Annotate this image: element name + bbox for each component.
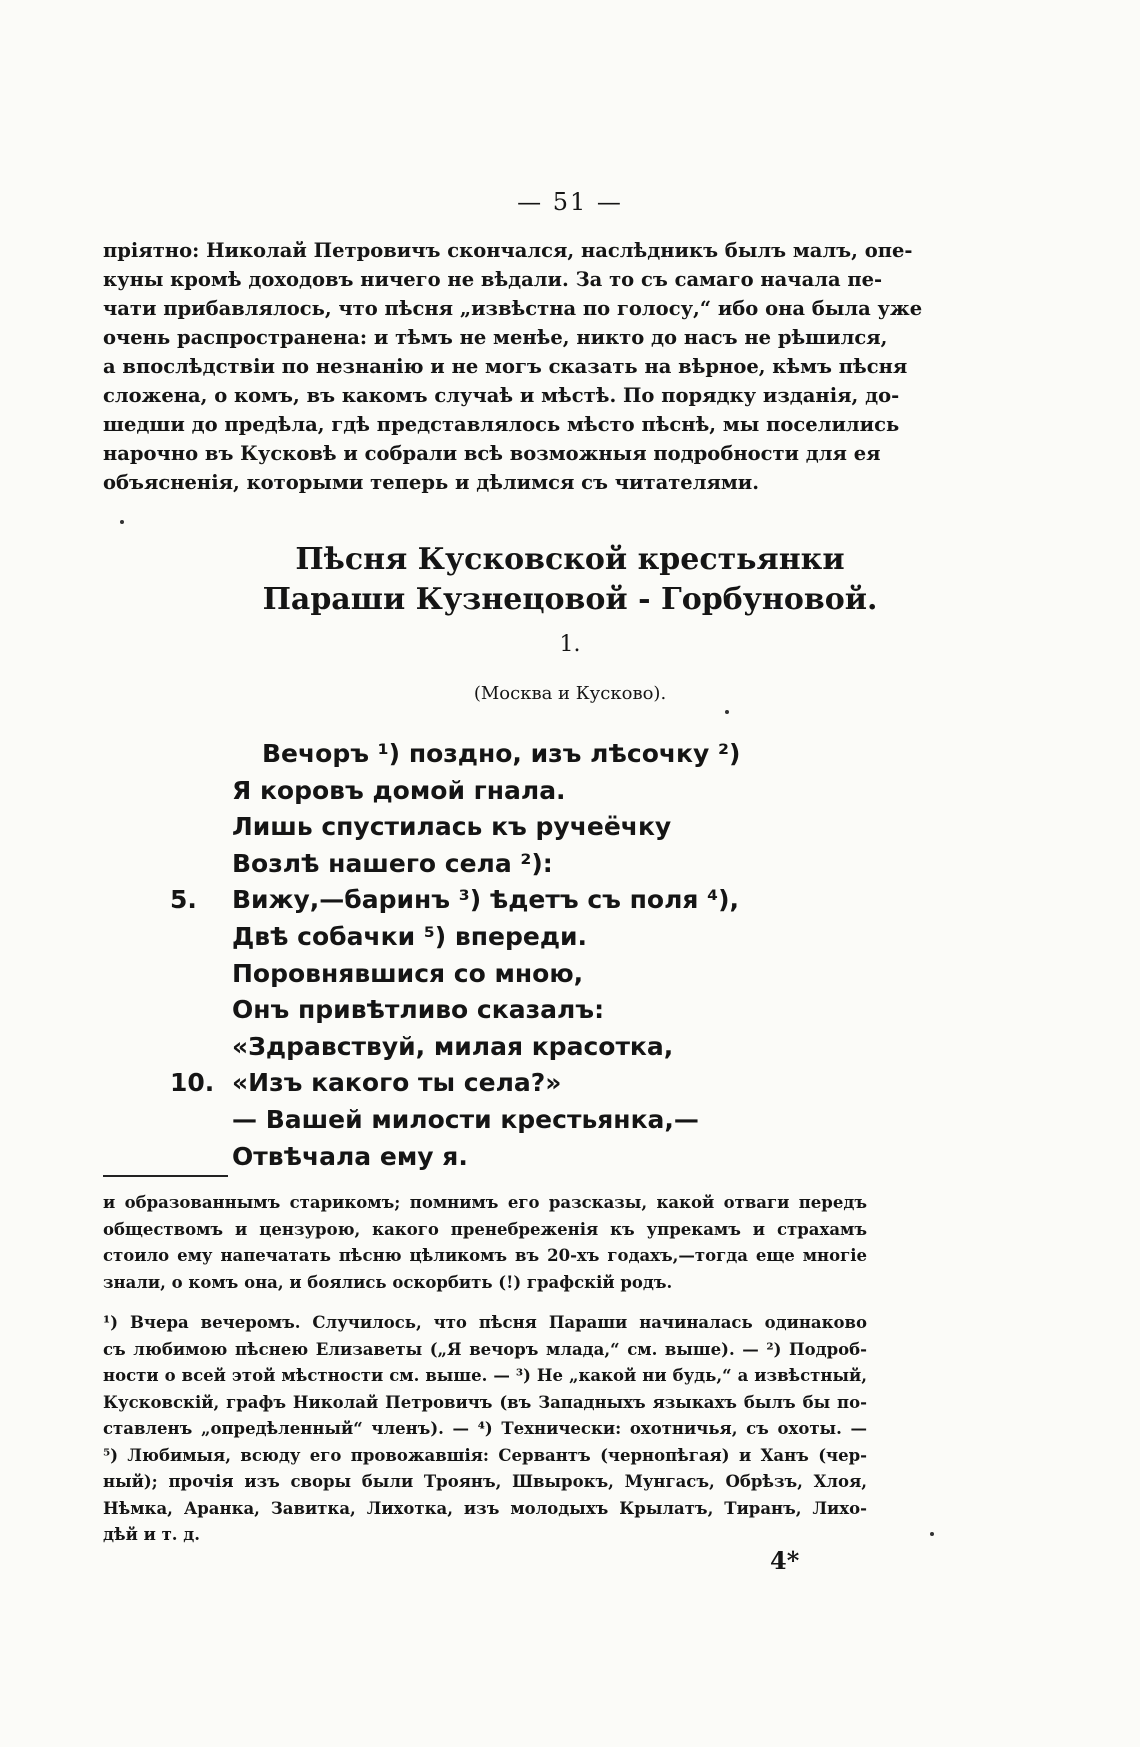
verse-text: Онъ привѣтливо сказалъ:: [232, 995, 605, 1025]
page-number: — 51 —: [517, 188, 623, 216]
poem-line: [170, 809, 730, 846]
verse-text: Возлѣ нашего села ²):: [232, 848, 553, 878]
verse-text: Поровнявшися со мною,: [232, 958, 584, 988]
verse-text: «Здравствуй, милая красотка,: [232, 1031, 674, 1061]
intro-line: пріятно: Николай Петровичъ скончался, наслѣдникъ былъ малъ, опе-: [103, 239, 913, 262]
song-title: [0, 540, 1140, 620]
verse-text: Двѣ собачки ⁵) впереди.: [232, 921, 588, 951]
poem-line: [170, 1029, 730, 1066]
verse-text: Вечоръ ¹) поздно, изъ лѣсочку ²): [262, 739, 741, 768]
poem-line: [170, 992, 730, 1029]
poem-line: [170, 919, 730, 956]
line-number: 10.: [170, 1068, 215, 1098]
poem-line: [170, 956, 730, 993]
footnote-rule: [103, 1175, 228, 1177]
footnote-continued-line: стоило ему напечатать пѣсню цѣликомъ въ 20-хъ годахъ,—тогда еще многіе: [103, 1246, 867, 1265]
footnote-line: дѣй и т. д.: [103, 1525, 201, 1544]
footnote-continued-line: знали, о комъ она, и боялись оскорбить (!) графскій родъ.: [103, 1272, 673, 1292]
poem-line: [170, 1065, 730, 1102]
footnote-line: ¹) Вчера вечеромъ. Случилось, что пѣсня Параши начиналась одинаково: [103, 1313, 867, 1332]
footnote-continued-line: и образованнымъ старикомъ; помнимъ его разсказы, какой отваги передъ: [103, 1193, 867, 1212]
footnote-line: ставленъ „опредѣленный“ членъ). — ⁴) Технически: охотничья, съ охоты. —: [103, 1419, 867, 1438]
footnote-gap: [103, 1296, 867, 1310]
footnote-line: ный); прочія изъ своры были Троянъ, Швырокъ, Мунгасъ, Обрѣзъ, Хлоя,: [103, 1472, 867, 1491]
verse-text: «Изъ какого ты села?»: [232, 1068, 562, 1098]
poem-line: [170, 1102, 730, 1139]
speck: [120, 520, 124, 524]
signature-mark: 4*: [770, 1546, 800, 1575]
speck: [725, 710, 729, 714]
poem-line: [170, 846, 730, 883]
line-number: 5.: [170, 885, 197, 915]
footnote-line: съ любимою пѣснею Елизаветы („Я вечоръ млада,“ см. выше). — ²) Подроб-: [103, 1339, 867, 1359]
intro-line: нарочно въ Кусковѣ и собрали всѣ возможныя подробности для ея: [103, 442, 881, 465]
intro-line: шедши до предѣла, гдѣ представлялось мѣсто пѣснѣ, мы поселились: [103, 413, 900, 436]
speck: [930, 1532, 934, 1536]
footnote-line: Кусковскій, графъ Николай Петровичъ (въ Западныхъ языкахъ былъ бы по-: [103, 1392, 867, 1412]
intro-line: сложена, о комъ, въ какомъ случаѣ и мѣстѣ. По порядку изданія, до-: [103, 384, 900, 407]
poem-line: [170, 773, 730, 810]
section-number: 1.: [559, 632, 581, 657]
intro-paragraph: [103, 236, 923, 497]
verse-text: Вижу,—баринъ ³) ѣдетъ съ поля ⁴),: [232, 885, 740, 915]
intro-line: чати прибавлялось, что пѣсня „извѣстна по голосу,“ ибо она была уже: [103, 297, 923, 320]
poem-line: [170, 1139, 730, 1176]
footnotes: [103, 1190, 867, 1549]
song-title-line-2: Параши Кузнецовой - Горбуновой.: [262, 582, 878, 617]
intro-line: объясненія, которыми теперь и дѣлимся съ читателями.: [103, 471, 760, 494]
intro-line: а впослѣдствіи по незнанію и не могъ сказать на вѣрное, кѣмъ пѣсня: [103, 355, 908, 378]
song-title-line-1: Пѣсня Кусковской крестьянки: [295, 542, 845, 577]
intro-line: куны кромѣ доходовъ ничего не вѣдали. За то съ самаго начала пе-: [103, 268, 883, 291]
place-caption: (Москва и Кусково).: [473, 683, 667, 704]
verse-text: Отвѣчала ему я.: [232, 1141, 468, 1171]
footnote-line: Нѣмка, Аранка, Завитка, Лихотка, изъ молодыхъ Крылатъ, Тиранъ, Лихо-: [103, 1498, 867, 1518]
intro-line: очень распространена: и тѣмъ не менѣе, никто до насъ не рѣшился,: [103, 326, 888, 349]
footnote-line: ⁵) Любимыя, всюду его провожавшія: Сервантъ (чернопѣгая) и Ханъ (чер-: [103, 1445, 867, 1465]
footnote-line: ности о всей этой мѣстности см. выше. — ³) Не „какой ни будь,“ а извѣстный,: [103, 1366, 867, 1385]
footnote-continued-line: обществомъ и цензурою, какого пренебреженія къ упрекамъ и страхамъ: [103, 1219, 867, 1239]
poem-line: [170, 882, 740, 919]
verse-text: Лишь спустилась къ ручеёчку: [232, 812, 672, 842]
poem: [170, 736, 741, 1175]
verse-text: — Вашей милости крестьянка,—: [232, 1104, 699, 1134]
verse-text: Я коровъ домой гнала.: [232, 775, 566, 805]
poem-line: [170, 736, 741, 773]
